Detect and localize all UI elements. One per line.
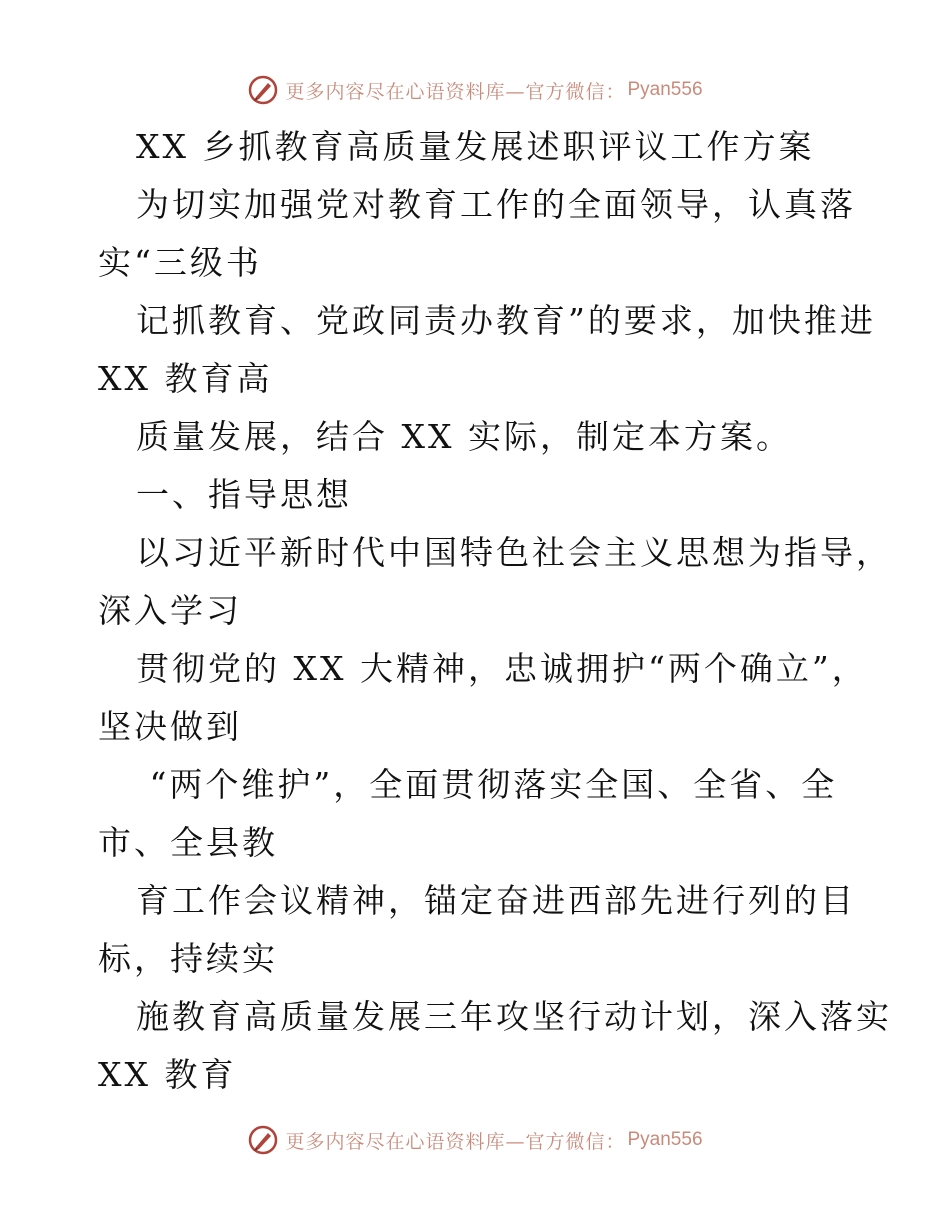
paragraph-line: XX 教育 — [98, 1055, 237, 1094]
watermark-wechat-id: Pyan556 — [627, 79, 703, 100]
header-watermark — [0, 68, 950, 112]
watermark-text: 更多内容尽在心语资料库—官方微信： — [285, 80, 626, 103]
paragraph-line: 质量发展，结合 XX 实际，制定本方案。 — [136, 417, 792, 456]
paragraph-line: 标，持续实 — [98, 939, 278, 978]
paragraph-line: 贯彻党的 XX 大精神，忠诚拥护“两个确立”， — [136, 649, 868, 688]
paragraph-line: XX 教育高 — [98, 359, 273, 398]
footer-watermark — [0, 1118, 950, 1162]
watermark-text: 更多内容尽在心语资料库—官方微信： — [285, 1130, 626, 1153]
section-heading: 一、指导思想 — [136, 475, 352, 514]
paragraph-line: 记抓教育、党政同责办教育”的要求，加快推进 — [136, 301, 876, 340]
paragraph-line: 施教育高质量发展三年攻坚行动计划，深入落实 — [136, 997, 892, 1036]
paragraph-line: 以习近平新时代中国特色社会主义思想为指导， — [136, 533, 892, 572]
paragraph-line: 实“三级书 — [98, 243, 262, 282]
pen-logo-icon — [247, 1124, 279, 1156]
watermark-wechat-id: Pyan556 — [627, 1129, 703, 1150]
paragraph-line: 深入学习 — [98, 591, 242, 630]
document-title: XX 乡抓教育高质量发展述职评议工作方案 — [136, 127, 815, 166]
paragraph-line: “两个维护”，全面贯彻落实全国、全省、全 — [136, 765, 838, 804]
paragraph-line: 坚决做到 — [98, 707, 242, 746]
paragraph-line: 育工作会议精神，锚定奋进西部先进行列的目 — [136, 881, 856, 920]
pen-logo-icon — [247, 74, 279, 106]
paragraph-line: 为切实加强党对教育工作的全面领导，认真落 — [136, 185, 856, 224]
paragraph-line: 市、全县教 — [98, 823, 278, 862]
